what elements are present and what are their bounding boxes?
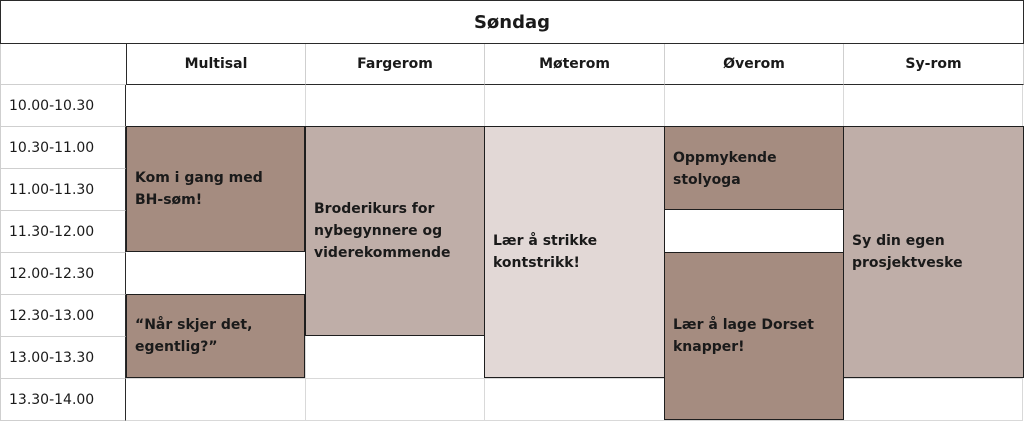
event-block[interactable]: Oppmykende stolyoga [664,126,844,210]
room-header-moterom: Møterom [485,44,665,85]
event-block[interactable]: Sy din egen prosjektveske [843,126,1024,378]
time-slot: 12.00-12.30 [0,253,126,295]
time-slot: 11.30-12.00 [0,211,126,253]
event-block[interactable]: Lær å lage Dorset knapper! [664,252,844,420]
room-header-syrom: Sy-rom [844,44,1024,85]
time-slot: 10.30-11.00 [0,127,126,169]
time-slot: 13.30-14.00 [0,379,126,421]
time-slot: 10.00-10.30 [0,85,126,127]
time-slot: 11.00-11.30 [0,169,126,211]
room-header-multisal: Multisal [126,44,306,85]
time-slot: 12.30-13.00 [0,295,126,337]
corner-cell [0,44,126,85]
event-block[interactable]: Broderikurs for nybegynnere og viderekommende [305,126,485,336]
event-block[interactable]: Kom i gang med BH-søm! [126,126,305,252]
time-slot: 13.00-13.30 [0,337,126,379]
room-header-fargerom: Fargerom [306,44,485,85]
day-title: Søndag [0,0,1024,44]
event-block[interactable]: “Når skjer det, egentlig?” [126,294,305,378]
room-header-overom: Øverom [665,44,844,85]
grid-line [126,378,1023,379]
event-block[interactable]: Lær å strikke kontstrikk! [484,126,665,378]
